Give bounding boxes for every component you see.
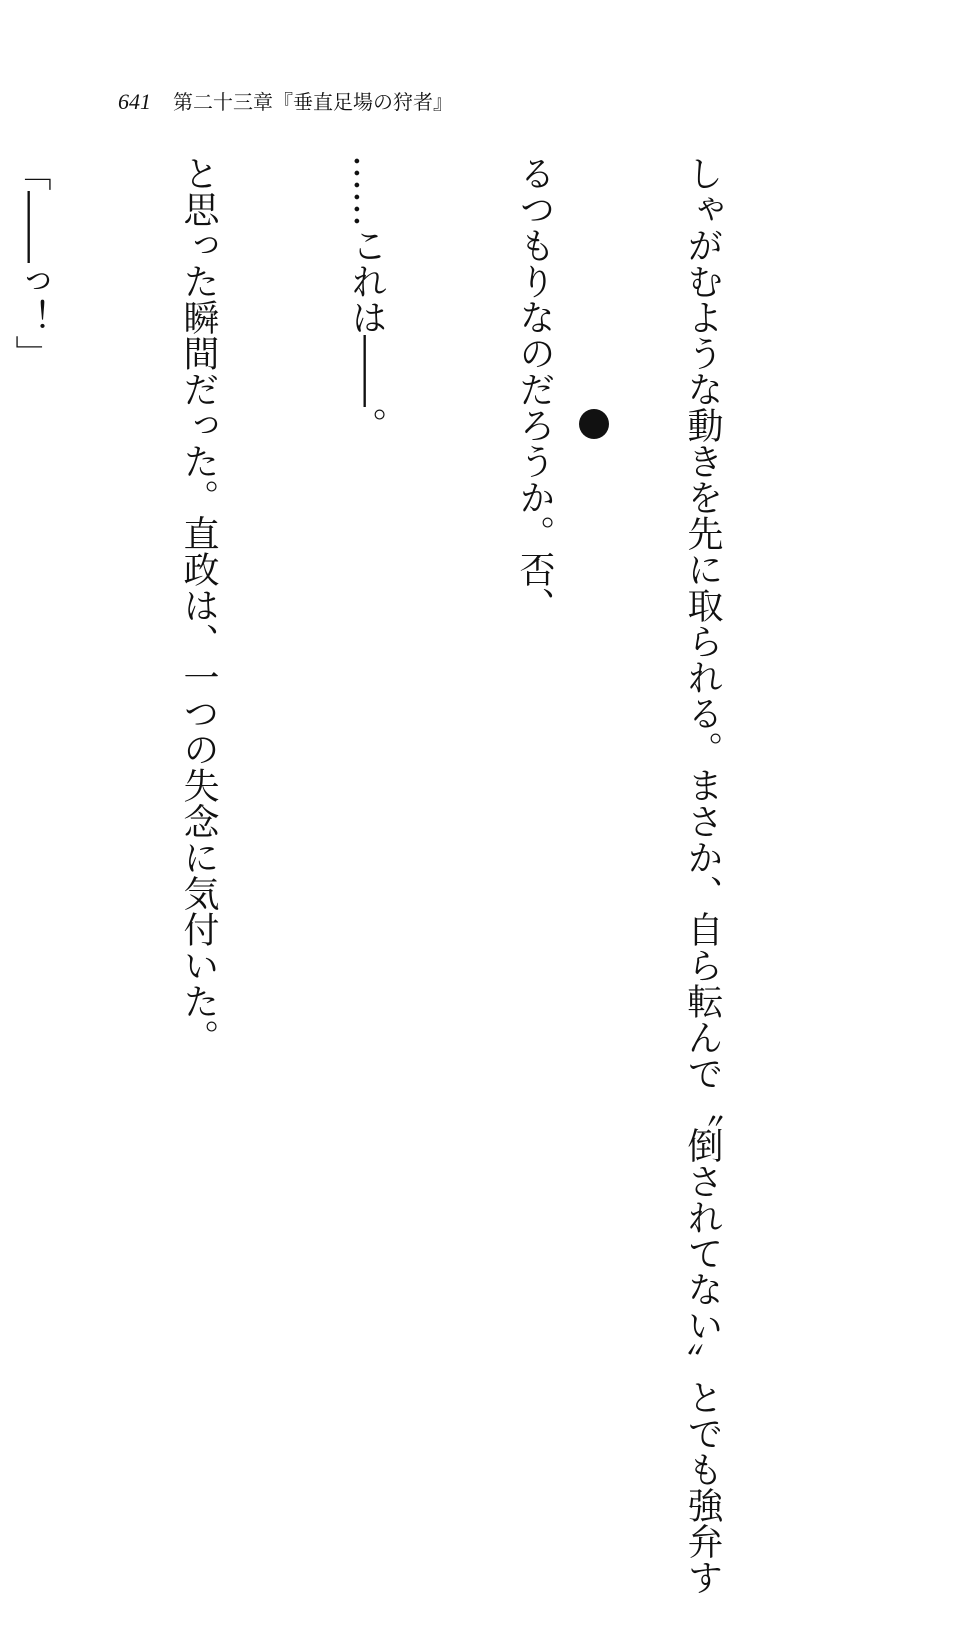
page-number: 641 bbox=[118, 89, 151, 114]
text-line: るつもりなのだろうか。否、 bbox=[514, 155, 555, 623]
chapter-title: 第二十三章『垂直足場の狩者』 bbox=[173, 90, 453, 114]
page-header bbox=[118, 86, 453, 116]
vertical-body-text bbox=[10, 155, 842, 1595]
text-line: と思った瞬間だった。直政は、一つの失念に気付いた。 bbox=[178, 155, 219, 1055]
text-line: しゃがむような動きを先に取られる。まさか、自ら転んで〝倒されてない〟とでも強弁す bbox=[682, 155, 723, 1595]
text-line: 「――っ！」 bbox=[10, 155, 51, 371]
text-line: ……これは――。 bbox=[346, 155, 387, 443]
